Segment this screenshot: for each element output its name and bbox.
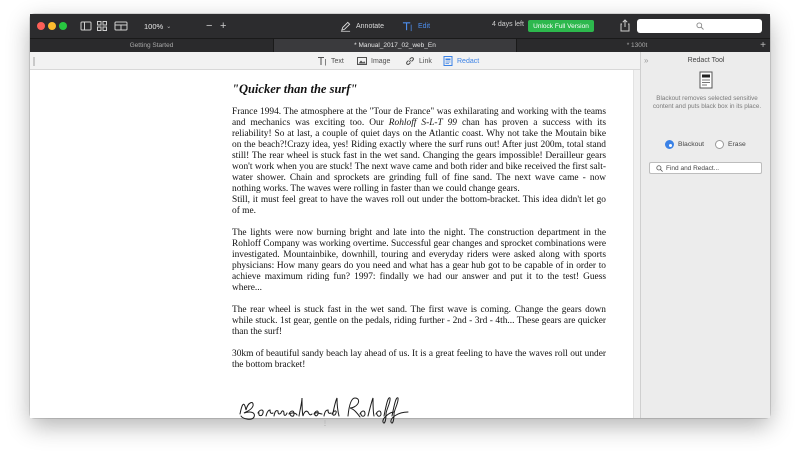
blackout-radio[interactable] [665, 140, 704, 149]
zoom-dropdown[interactable] [144, 20, 171, 32]
new-tab-button[interactable]: + [760, 40, 766, 51]
maximize-window-button[interactable] [59, 22, 67, 30]
erase-radio[interactable] [715, 140, 746, 149]
sidebar-grip-handle[interactable] [33, 57, 35, 66]
title-bar [30, 14, 770, 38]
edit-link-tool[interactable] [405, 55, 432, 67]
redact-icon [443, 56, 453, 66]
document-scrollbar[interactable] [633, 70, 640, 418]
pen-icon [340, 21, 351, 32]
text-tool-icon [317, 56, 327, 66]
blackout-label: Blackout [678, 141, 705, 148]
annotate-mode-button[interactable] [340, 20, 384, 32]
document-paragraph[interactable]: The lights were now burning bright and late into the night. The construction department in the Rohloff Company was working overtime. Successful gear changes and sprocket combinations were investigated. Mountainbike, downhill, touring and everyday riders were asked along with sports physicians: How many gears do you need and what has a gear hub got to be capable of in order to achieve maximum riding fun? 1997: findally we had our answer and put it to the test! Guess where... [232, 228, 606, 293]
zoom-level: 100% [144, 21, 164, 31]
edit-image-tool[interactable] [357, 55, 390, 67]
find-and-redact-button[interactable] [649, 162, 762, 174]
image-tool-label: Image [371, 57, 391, 65]
text-edit-icon [402, 21, 413, 32]
text-tool-label: Text [331, 57, 344, 65]
zoom-out-button[interactable]: − [206, 20, 213, 32]
share-icon[interactable] [619, 19, 631, 32]
erase-label: Erase [728, 141, 746, 148]
panel-title: Redact Tool [687, 57, 725, 64]
document-paragraph[interactable]: 30km of beautiful sandy beach lay ahead of us. It is a great feeling to have the waves roll out under the bottom bracket! [232, 349, 606, 370]
redact-tool-panel [640, 52, 770, 418]
edit-label: Edit [418, 22, 431, 30]
close-window-button[interactable] [37, 22, 45, 30]
zoom-in-button[interactable]: + [220, 20, 227, 32]
redact-tool-label: Redact [457, 57, 480, 65]
edit-text-tool[interactable] [317, 55, 344, 67]
sidebar-toggle-icon[interactable] [80, 20, 92, 32]
search-input[interactable] [637, 19, 762, 33]
document-paragraph[interactable] [232, 107, 606, 195]
radio-unselected-icon [715, 140, 724, 149]
link-tool-label: Link [419, 57, 432, 65]
trial-days-left: 4 days left [492, 21, 524, 28]
tab-getting-started[interactable]: Getting Started [129, 42, 174, 49]
edit-toolbar [30, 52, 640, 70]
page-drag-handle[interactable]: ⋮ [322, 421, 328, 427]
edit-mode-button[interactable] [402, 20, 430, 32]
document-paragraph[interactable]: The rear wheel is stuck fast in the wet sand. The first wave is coming. Change the gears down while stuck. 1st gear, gentle on the pedals, riding further - 2nd - 3rd - 4th... These gears are quicker than the surf! [232, 305, 606, 337]
document-title[interactable]: "Quicker than the surf" [232, 82, 358, 96]
search-icon [656, 165, 663, 172]
paragraph-text: chan has proven a success with its reliability! So at last, a couple of quiet days on the Atlantic coast. Why not take the Moutain bike on the beach?!Crazy idea, yes! Riding exactly where the surf runs out! After just 200m, total stand still! The rear wheel is stuck fast in the wet sand. Changing the gears impossible! Derailleur gears won't work when you are stuck! The next wave came and both rider and bike received the first salt-water shower. Chain and sprockets are grinding full of fine sand. The next wave came - now nothing works. The waves were rolling in faster than we could change gears. [232, 118, 606, 194]
radio-selected-icon [665, 140, 674, 149]
paragraph-italic-text: Rohloff S-L-T 99 [388, 118, 457, 128]
tab-bar [30, 38, 770, 52]
document-page [232, 82, 606, 382]
redact-document-icon [699, 71, 713, 89]
tab-1300t[interactable]: * 1300t [626, 42, 648, 49]
app-window [30, 14, 770, 427]
page-layout-icon[interactable] [114, 20, 128, 32]
panel-description: Blackout removes selected sensitive content and puts black box in its place. [652, 95, 762, 111]
unlock-full-version-button[interactable]: Unlock Full Version [528, 20, 594, 32]
collapse-panel-icon[interactable]: » [644, 56, 649, 65]
chevron-down-icon: ⌄ [166, 23, 172, 30]
document-paragraph[interactable]: Still, it must feel great to have the waves roll out under the bottom-bracket. This idea didn't let go of me. [232, 195, 606, 216]
search-icon [696, 22, 704, 30]
edit-redact-tool[interactable] [443, 55, 479, 67]
paragraph-text: France 1994. The atmosphere at the "Tour de France" was exhilarating and working with the teams and mechanics was exciting too. Our [232, 107, 606, 128]
image-icon [357, 56, 367, 66]
thumbnails-grid-icon[interactable] [96, 20, 108, 32]
annotate-label: Annotate [356, 22, 385, 30]
link-icon [405, 56, 415, 66]
find-and-redact-label: Find and Redact... [666, 164, 720, 172]
tab-manual[interactable]: * Manual_2017_02_web_En [273, 39, 517, 52]
document-canvas[interactable] [30, 70, 640, 427]
minimize-window-button[interactable] [48, 22, 56, 30]
